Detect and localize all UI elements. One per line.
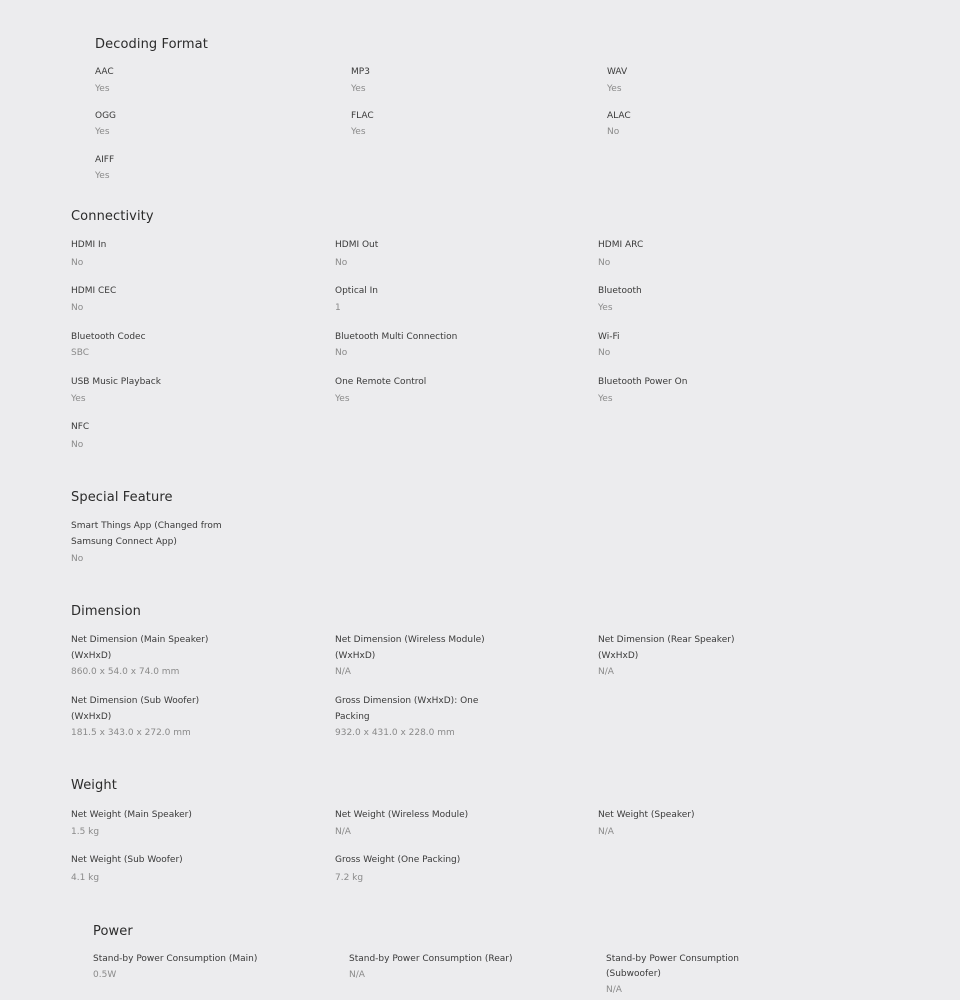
spec-label: Bluetooth Power On bbox=[598, 377, 688, 387]
spec-value: No bbox=[598, 258, 611, 268]
section-title: Dimension bbox=[71, 604, 142, 619]
spec-label: HDMI Out bbox=[335, 240, 379, 250]
spec-value: Yes bbox=[607, 84, 622, 94]
spec-value: 932.0 x 431.0 x 228.0 mm bbox=[335, 728, 455, 738]
spec-label: Bluetooth Multi Connection bbox=[335, 332, 458, 342]
spec-value: N/A bbox=[598, 667, 614, 677]
spec-value: No bbox=[335, 258, 348, 268]
spec-value: 7.2 kg bbox=[335, 873, 364, 883]
section-title: Special Feature bbox=[71, 490, 173, 505]
spec-value: 1 bbox=[335, 303, 341, 313]
section-weight bbox=[0, 770, 960, 900]
spec-label: Stand-by Power Consumption (Main) bbox=[93, 954, 258, 964]
spec-label: Samsung Connect App) bbox=[71, 537, 177, 547]
spec-label: Gross Weight (One Packing) bbox=[335, 855, 461, 865]
spec-value: No bbox=[71, 303, 84, 313]
spec-value: N/A bbox=[349, 970, 365, 980]
spec-label: Packing bbox=[335, 712, 370, 722]
section-dimension bbox=[0, 600, 960, 770]
spec-value: Yes bbox=[95, 127, 110, 137]
spec-value: No bbox=[335, 348, 348, 358]
section-connectivity bbox=[0, 200, 960, 470]
spec-value: 181.5 x 343.0 x 272.0 mm bbox=[71, 728, 191, 738]
spec-value: No bbox=[71, 258, 84, 268]
section-special-feature bbox=[0, 470, 960, 600]
spec-label: Stand-by Power Consumption (Rear) bbox=[349, 954, 513, 964]
spec-value: Yes bbox=[95, 171, 110, 181]
spec-value: No bbox=[71, 440, 84, 450]
spec-value: No bbox=[71, 554, 84, 564]
spec-value: Yes bbox=[598, 303, 613, 313]
spec-label: Bluetooth Codec bbox=[71, 332, 146, 342]
spec-label: ALAC bbox=[607, 111, 631, 121]
spec-label: Gross Dimension (WxHxD): One bbox=[335, 696, 479, 706]
spec-label: Net Dimension (Sub Woofer) bbox=[71, 696, 200, 706]
spec-label: Net Dimension (Rear Speaker) bbox=[598, 635, 735, 645]
spec-value: Yes bbox=[598, 394, 613, 404]
spec-label: Net Dimension (Wireless Module) bbox=[335, 635, 485, 645]
spec-value: Yes bbox=[95, 84, 110, 94]
spec-label: (Subwoofer) bbox=[606, 969, 661, 979]
spec-label: OGG bbox=[95, 111, 117, 121]
spec-value: No bbox=[598, 348, 611, 358]
spec-label: Optical In bbox=[335, 286, 379, 296]
spec-label: HDMI In bbox=[71, 240, 107, 250]
spec-label: Bluetooth bbox=[598, 286, 642, 296]
spec-label: HDMI ARC bbox=[598, 240, 644, 250]
section-title: Connectivity bbox=[71, 209, 154, 224]
spec-label: Smart Things App (Changed from bbox=[71, 521, 222, 531]
spec-value: No bbox=[607, 127, 620, 137]
spec-value: Yes bbox=[71, 394, 86, 404]
spec-label: Net Weight (Main Speaker) bbox=[71, 810, 192, 820]
spec-value: N/A bbox=[335, 667, 351, 677]
spec-value: Yes bbox=[351, 127, 366, 137]
spec-label: WAV bbox=[607, 67, 628, 77]
spec-label: Wi-Fi bbox=[598, 332, 620, 342]
spec-label: Stand-by Power Consumption bbox=[606, 954, 740, 964]
spec-value: N/A bbox=[335, 827, 351, 837]
spec-value: Yes bbox=[351, 84, 366, 94]
spec-value: N/A bbox=[598, 827, 614, 837]
section-title: Weight bbox=[71, 778, 117, 793]
spec-value: 1.5 kg bbox=[71, 827, 100, 837]
spec-label: Net Weight (Sub Woofer) bbox=[71, 855, 183, 865]
spec-label: (WxHxD) bbox=[71, 712, 112, 722]
spec-label: MP3 bbox=[351, 67, 370, 77]
spec-label: NFC bbox=[71, 422, 90, 432]
spec-label: (WxHxD) bbox=[598, 651, 639, 661]
section-decoding-format bbox=[0, 0, 960, 200]
section-title: Power bbox=[93, 924, 133, 939]
spec-value: SBC bbox=[71, 348, 90, 358]
spec-label: Net Weight (Wireless Module) bbox=[335, 810, 469, 820]
spec-label: Net Weight (Speaker) bbox=[598, 810, 695, 820]
spec-value: N/A bbox=[606, 985, 622, 995]
spec-label: (WxHxD) bbox=[335, 651, 376, 661]
spec-label: (WxHxD) bbox=[71, 651, 112, 661]
spec-label: USB Music Playback bbox=[71, 377, 161, 387]
section-title: Decoding Format bbox=[95, 37, 208, 52]
spec-label: HDMI CEC bbox=[71, 286, 117, 296]
spec-label: FLAC bbox=[351, 111, 374, 121]
spec-value: 0.5W bbox=[93, 970, 117, 980]
spec-label: AIFF bbox=[95, 155, 115, 165]
spec-label: Net Dimension (Main Speaker) bbox=[71, 635, 209, 645]
spec-value: 4.1 kg bbox=[71, 873, 100, 883]
spec-value: 860.0 x 54.0 x 74.0 mm bbox=[71, 667, 180, 677]
section-power bbox=[0, 900, 960, 1000]
spec-label: One Remote Control bbox=[335, 377, 427, 387]
spec-label: AAC bbox=[95, 67, 114, 77]
spec-value: Yes bbox=[335, 394, 350, 404]
